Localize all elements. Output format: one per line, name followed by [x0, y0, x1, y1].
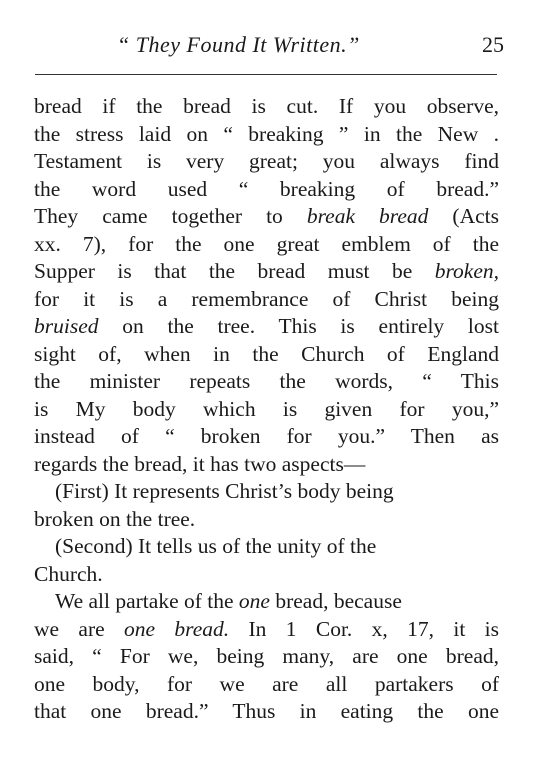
text-line: that one bread.” Thus in eating the one — [34, 699, 499, 723]
italic-text: one bread. — [124, 616, 230, 641]
text-line: one body, for we are all partakers of — [34, 671, 499, 696]
italic-text: broken, — [434, 259, 499, 283]
text-line: broken on the tree. — [34, 506, 196, 531]
italic-text: break bread — [306, 204, 429, 228]
text-line: instead of “ broken for you.” Then as — [34, 424, 499, 448]
text-line: Church. — [34, 561, 103, 586]
text-line: bread if the bread is cut. If you observe, — [34, 94, 499, 118]
italic-text: bruised — [34, 314, 99, 338]
text-line: the stress laid on “ breaking ” in the New . — [34, 121, 499, 146]
text-segment: We all partake of the — [55, 589, 239, 613]
text-line: for it is a remembrance of Christ being — [34, 286, 499, 311]
text-segment: Supper is that the bread must be — [34, 259, 435, 283]
text-segment: In 1 Cor. x, 17, it is — [229, 616, 499, 641]
text-segment: on the tree. This is entirely lost — [98, 314, 499, 338]
text-segment: bread, because — [269, 589, 402, 613]
text-line: is My body which is given for you,” — [34, 396, 499, 421]
italic-text: one — [238, 589, 270, 613]
text-line — [34, 313, 499, 341]
text-line: sight of, when in the Church of England — [34, 341, 499, 366]
text-segment: (Acts — [428, 204, 499, 228]
body-text — [34, 93, 499, 726]
header-rule — [35, 74, 497, 75]
page-number: 25 — [482, 32, 504, 57]
text-line: (Second) It tells us of the unity of the — [55, 534, 377, 558]
text-line — [34, 258, 499, 286]
text-line: (First) It represents Christ’s body being — [55, 479, 394, 503]
text-line: the word used “ breaking of bread.” — [34, 176, 499, 201]
text-line — [34, 203, 499, 231]
text-line — [34, 588, 499, 616]
text-line: xx. 7), for the one great emblem of the — [34, 231, 499, 256]
text-segment: They came together to — [34, 204, 307, 228]
page-header — [35, 30, 504, 60]
text-line: the minister repeats the words, “ This — [34, 369, 499, 393]
text-line: Testament is very great; you always find — [34, 149, 499, 173]
text-line: regards the bread, it has two aspects— — [34, 451, 366, 476]
text-line: said, “ For we, being many, are one bread, — [34, 644, 499, 668]
text-line — [34, 616, 499, 644]
running-head: “ They Found It Written.” — [117, 32, 360, 57]
text-segment: we are — [34, 616, 125, 641]
